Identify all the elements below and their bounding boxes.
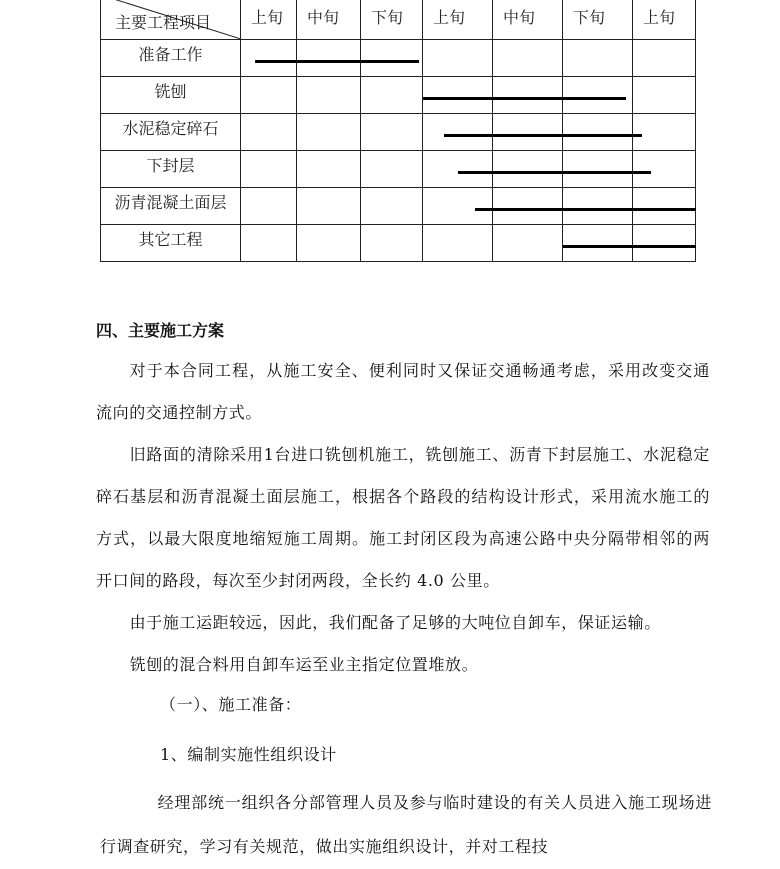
task-cell: 铣刨 (101, 77, 241, 114)
task-cell: 准备工作 (101, 40, 241, 77)
gantt-bar (458, 171, 652, 174)
period-header: 上旬 (423, 0, 493, 40)
paragraph-1: 对于本合同工程，从施工安全、便利同时又保证交通畅通考虑，采用改变交通流向的交通控制方式。 (96, 361, 710, 422)
gantt-bar (444, 134, 642, 137)
header-label: 主要工程项目 (115, 13, 212, 32)
period-header: 上旬 (633, 0, 696, 40)
subsection-heading: （一）、施工准备： (160, 695, 302, 714)
table-row (101, 225, 696, 262)
gantt-bar (563, 245, 696, 248)
table-row (101, 151, 696, 188)
table-row (101, 77, 696, 114)
paragraph-4: 铣刨的混合料用自卸车运至业主指定位置堆放。 (129, 655, 479, 674)
gantt-bar (475, 208, 696, 211)
task-cell: 下封层 (101, 151, 241, 188)
paragraph-2: 旧路面的清除采用1台进口铣刨机施工，铣刨施工、沥青下封层施工、水泥稳定碎石基层和沥青混凝土面层施工，根据各个路段的结构设计形式，采用流水施工的方式，以最大限度地缩短施工周期。施工封闭区段为高速公路中央分隔带相邻的两开口间的路段，每次至少封闭两段，全长约 4.0 公里。 (96, 445, 710, 590)
section-heading: 四、主要施工方案 (96, 321, 225, 340)
schedule-table (100, 0, 696, 262)
period-header: 上旬 (241, 0, 297, 40)
period-header: 下旬 (361, 0, 423, 40)
table-row (101, 40, 696, 77)
period-header: 中旬 (297, 0, 361, 40)
period-header: 下旬 (563, 0, 633, 40)
table-header-row (101, 0, 696, 40)
task-cell: 水泥稳定碎石 (101, 114, 241, 151)
gantt-bar (423, 97, 626, 100)
header-diagonal-cell (101, 0, 241, 40)
task-cell: 沥青混凝土面层 (101, 188, 241, 225)
paragraph-5: 经理部统一组织各分部管理人员及参与临时建设的有关人员进入施工现场进行调查研究，学习有关规范，做出实施组织设计，并对工程技 (100, 793, 712, 856)
table-row (101, 114, 696, 151)
table-row (101, 188, 696, 225)
paragraph-3: 由于施工运距较远，因此，我们配备了足够的大吨位自卸车，保证运输。 (129, 613, 661, 632)
gantt-bar (255, 60, 420, 63)
item-heading: 1、编制实施性组织设计 (160, 745, 337, 764)
task-cell: 其它工程 (101, 225, 241, 262)
period-header: 中旬 (493, 0, 563, 40)
